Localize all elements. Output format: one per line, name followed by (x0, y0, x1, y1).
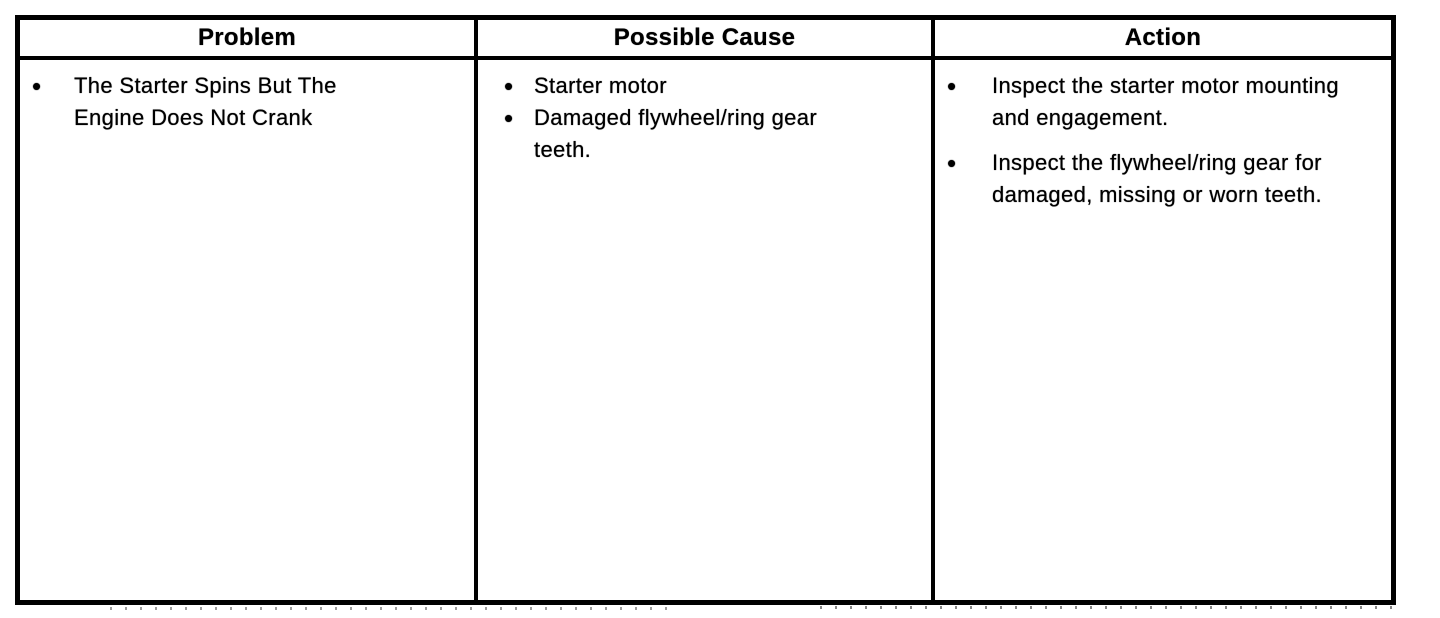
header-label-problem: Problem (197, 24, 297, 51)
list-item (947, 70, 1385, 134)
cell-problem (20, 60, 478, 600)
problem-list (32, 70, 468, 134)
list-item (32, 70, 468, 134)
bullet-icon: • (947, 71, 957, 101)
header-label-action: Action (1124, 24, 1202, 51)
cell-action (935, 60, 1391, 600)
header-label-possible-cause: Possible Cause (613, 24, 796, 51)
possible-cause-list (504, 70, 925, 166)
bullet-icon: • (504, 71, 514, 101)
cell-possible-cause (478, 60, 935, 600)
scan-artifact (110, 607, 670, 610)
header-cell-possible-cause (478, 20, 935, 60)
action-item-text: Inspect the starter motor mounting and engagement. (992, 73, 1339, 130)
scan-artifact (820, 606, 1400, 609)
header-cell-action (935, 20, 1391, 60)
problem-item-text: The Starter Spins But The Engine Does Not Crank (74, 73, 337, 130)
bullet-icon: • (504, 103, 514, 133)
troubleshooting-table (15, 15, 1396, 605)
header-cell-problem (20, 20, 478, 60)
cause-item-text: Starter motor (534, 73, 667, 98)
action-list (947, 70, 1385, 211)
list-item (504, 70, 925, 102)
list-item (947, 147, 1385, 211)
action-item-text: Inspect the flywheel/ring gear for damaged, missing or worn teeth. (992, 150, 1323, 207)
list-item (504, 102, 925, 166)
bullet-icon: • (947, 148, 957, 178)
bullet-icon: • (32, 71, 42, 101)
cause-item-text: Damaged flywheel/ring gear teeth. (534, 105, 818, 162)
